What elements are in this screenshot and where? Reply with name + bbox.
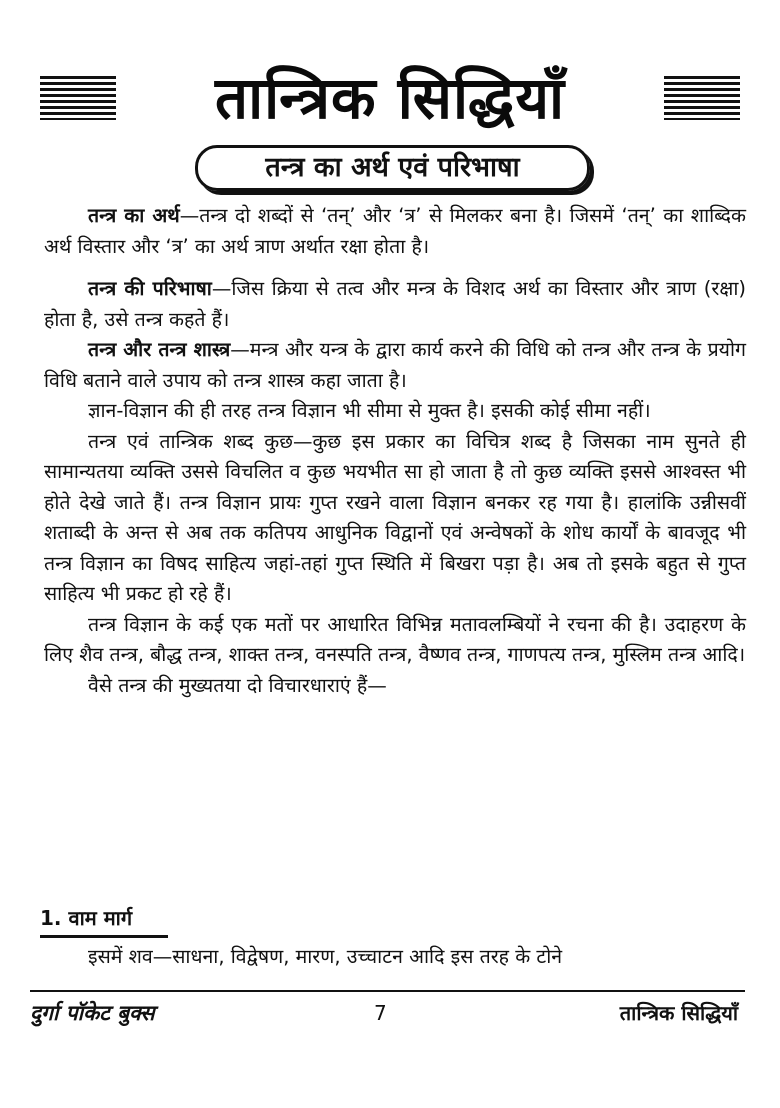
paragraph-meaning (44, 201, 746, 262)
section-heading: 1. वाम मार्ग (40, 903, 168, 938)
paragraph-text: —जिस क्रिया से तत्व और मन्त्र के विशद अर्थ का विस्तार और त्राण (रक्षा) होता है, उसे तन्त्र कहते हैं। (44, 277, 746, 331)
paragraph-text: तन्त्र विज्ञान के कई एक मतों पर आधारित विभिन्न मतावलम्बियों ने रचना की है। उदाहरण के लिए शैव तन्त्र, बौद्ध तन्त्र, शाक्त तन्त्र, वनस्पति तन्त्र, वैष्णव तन्त्र, गाणपत्य तन्त्र, मुस्लिम तन्त्र आदि। (44, 612, 746, 666)
paragraph-definition (44, 274, 746, 335)
footer-divider (30, 990, 745, 992)
title-stripes-right (664, 76, 740, 120)
paragraph-text: तन्त्र एवं तान्त्रिक शब्द कुछ—कुछ इस प्रकार का विचित्र शब्द है जिसका नाम सुनते ही सामान्यतया व्यक्ति उससे विचलित व कुछ भयभीत सा हो जाता है तो कुछ व्यक्ति इससे आश्वस्त भी होते देखे जाते हैं। तन्त्र विज्ञान प्रायः गुप्त रखने वाला विज्ञान बनकर रह गया है। हालांकि उन्नीसवीं शताब्दी के अन्त से अब तक कतिपय आधुनिक विद्वानों एवं अन्वेषकों के शोध कार्यों के बावजूद भी तन्त्र विज्ञान का विषद साहित्य जहां-तहां गुप्त स्थिति में बिखरा पड़ा है। अब तो इसके बहुत से गुप्त साहित्य भी प्रकट हो रहे हैं। (44, 429, 746, 605)
paragraph-lead: तन्त्र का अर्थ (88, 204, 180, 227)
chapter-subtitle: तन्त्र का अर्थ एवं परिभाषा (265, 152, 520, 183)
paragraph-lead: तन्त्र और तन्त्र शास्त्र (88, 338, 231, 361)
paragraph-history (44, 427, 746, 610)
paragraph-types (44, 610, 746, 671)
title-banner (40, 66, 740, 130)
paragraph-text: ज्ञान-विज्ञान की ही तरह तन्त्र विज्ञान भी सीमा से मुक्त है। इसकी कोई सीमा नहीं। (88, 399, 651, 422)
paragraph-lead: तन्त्र की परिभाषा (88, 277, 212, 300)
title-stripes-left (40, 76, 116, 120)
section-first-line: इसमें शव—साधना, विद्वेषण, मारण, उच्चाटन आदि इस तरह के टोने (88, 945, 563, 968)
body-text (44, 201, 746, 701)
footer-publisher: दुर्गा पॉकेट बुक्स (30, 1001, 155, 1025)
paragraph-text: वैसे तन्त्र की मुख्यतया दो विचारधाराएं हैं— (88, 673, 387, 697)
paragraph-two-schools (44, 671, 746, 702)
paragraph-text: —तन्त्र दो शब्दों से ‘तन्’ और ‘त्र’ से मिलकर बना है। जिसमें ‘तन्’ का शाब्दिक अर्थ विस्तार और ‘त्र’ का अर्थ त्राण अर्थात रक्षा होता है। (44, 204, 746, 258)
paragraph-knowledge (44, 396, 746, 427)
page-number: 7 (374, 1001, 387, 1025)
subtitle-box (195, 145, 590, 191)
footer-running-title: तान्त्रिक सिद्धियाँ (619, 1001, 738, 1025)
paragraph-text: —मन्त्र और यन्त्र के द्वारा कार्य करने की विधि को तन्त्र और तन्त्र के प्रयोग विधि बताने वाले उपाय को तन्त्र शास्त्र कहा जाता है। (44, 338, 747, 392)
page-title: तान्त्रिक सिद्धियाँ (207, 66, 573, 130)
paragraph-tantra-shastra (44, 335, 746, 396)
